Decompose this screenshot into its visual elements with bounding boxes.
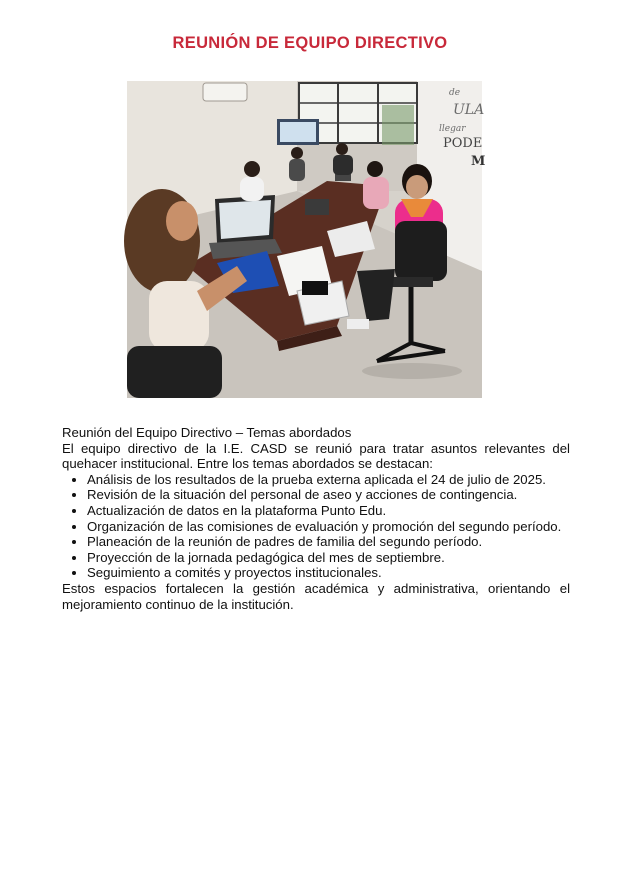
wall-text-5: M <box>471 154 486 169</box>
closing-paragraph: Estos espacios fortalecen la gestión académica y administrativa, orientando el mejoramiento continuo de la institución. <box>62 580 570 612</box>
topic-item: • Seguimiento a comités y proyectos institucionales. <box>87 565 570 581</box>
topic-item: • Proyección de la jornada pedagógica del mes de septiembre. <box>87 550 570 566</box>
topic-item: • Actualización de datos en la plataforma Punto Edu. <box>87 503 570 519</box>
topic-item: • Análisis de los resultados de la prueba externa aplicada el 24 de julio de 2025. <box>87 472 570 488</box>
wall-text-1: de <box>449 88 461 98</box>
topic-item: • Revisión de la situación del personal de aseo y acciones de contingencia. <box>87 487 570 503</box>
section-heading: Reunión del Equipo Directivo – Temas abordados <box>62 425 352 440</box>
meeting-summary <box>62 425 570 612</box>
meeting-photo <box>127 81 486 398</box>
wall-text-4: PODE <box>443 136 483 151</box>
page-title: REUNIÓN DE EQUIPO DIRECTIVO <box>172 34 448 52</box>
topic-item: • Organización de las comisiones de evaluación y promoción del segundo período. <box>87 519 570 535</box>
meeting-photo-illustration <box>127 81 486 398</box>
intro-paragraph: El equipo directivo de la I.E. CASD se reunió para tratar asuntos relevantes del quehacer institucional. Entre los temas abordados se destacan: <box>62 440 570 472</box>
topic-item: • Planeación de la reunión de padres de familia del segundo período. <box>87 534 570 550</box>
wall-text-2: ULA <box>453 102 485 118</box>
topics-list <box>62 472 570 581</box>
wall-text-3: llegar <box>439 124 466 134</box>
